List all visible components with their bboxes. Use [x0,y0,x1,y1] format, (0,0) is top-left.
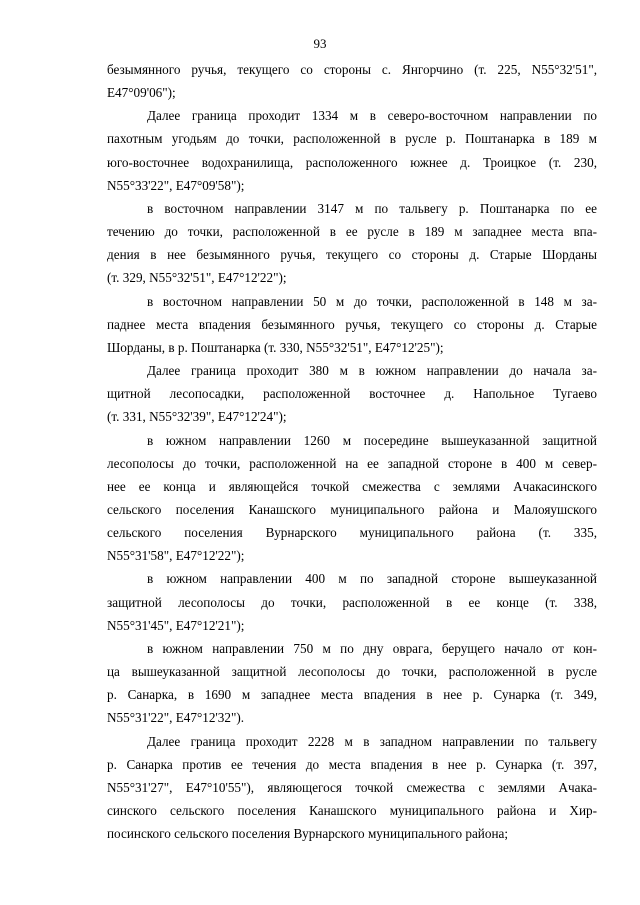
text-line: нее ее конца и являющейся точкой смежества с землями Ачакасинского [107,478,597,494]
text-line: сельского поселения Вурнарского муниципального района (т. 335, [107,525,597,541]
paragraph [107,429,597,568]
text-line: в восточном направлении 3147 м по тальвегу р. Поштанарка по ее [147,200,597,216]
text-line: паднее места впадения безымянного ручья, текущего со стороны д. Старые [107,316,597,332]
text-line: Далее граница проходит 1334 м в северо-восточном направлении по [147,108,597,124]
text-line: в восточном направлении 50 м до точки, расположенной в 148 м за- [147,293,597,309]
text-line: р. Санарка против ее течения до места впадения в нее р. Сунарка (т. 397, [107,756,597,772]
text-line: N55°31'58", E47°12'22"); [107,548,245,564]
text-line: в южном направлении 400 м по западной стороне вышеуказанной [147,571,597,587]
text-line: в южном направлении 1260 м посередине вышеуказанной защитной [147,432,597,448]
text-line: Далее граница проходит 2228 м в западном направлении по тальвегу [147,733,597,749]
text-line: посинского сельского поселения Вурнарского муниципального района; [107,826,509,842]
text-line: юго-восточнее водохранилища, расположенного южнее д. Троицкое (т. 230, [107,154,597,170]
paragraph [107,104,597,197]
text-line: щитной лесопосадки, расположенной восточнее д. Напольное Тугаево [107,386,597,402]
text-line: течению до точки, расположенной в ее русле в 189 м западнее места впа- [107,224,597,240]
text-line: безымянного ручья, текущего со стороны с. Янгорчино (т. 225, N55°32'51", [107,62,597,77]
text-line: Далее граница проходит 380 м в южном направлении до начала за- [147,363,597,379]
text-line: N55°33'22", E47°09'58"); [107,177,245,193]
paragraph [107,359,597,428]
text-line: защитной лесополосы до точки, расположенной в ее конце (т. 338, [107,594,597,610]
text-line: (т. 329, N55°32'51", E47°12'22"); [107,270,287,286]
paragraph [107,637,597,730]
text-line: р. Санарка, в 1690 м западнее места впадения в нее р. Сунарка (т. 349, [107,687,597,703]
text-line: N55°31'45", E47°12'21"); [107,617,245,633]
text-line: дения в нее безымянного ручья, текущего со стороны д. Старые Шорданы [107,247,597,263]
paragraph [107,197,597,290]
paragraph [107,290,597,359]
text-line: N55°31'22", E47°12'32"). [107,710,245,726]
text-line: пахотным угодьям до точки, расположенной в русле р. Поштанарка в 189 м [107,131,597,147]
paragraph [107,567,597,636]
paragraph [107,58,597,104]
page-number: 93 [313,36,327,51]
text-line: синского сельского поселения Канашского муниципального района и Хир- [107,803,597,818]
text-line: лесополосы до точки, расположенной на ее западной стороне в 400 м север- [107,455,597,471]
text-line: сельского поселения Канашского муниципального района и Малояушского [107,501,597,517]
paragraph [107,730,597,846]
text-line: E47°09'06"); [107,85,176,101]
text-line: в южном направлении 750 м по дну оврага, берущего начало от кон- [147,640,597,656]
text-line: ца вышеуказанной защитной лесополосы до точки, расположенной в русле [107,664,597,680]
text-line: N55°31'27", E47°10'55"), являющегося точкой смежества с землями Ачака- [107,779,597,795]
document-body [107,58,597,845]
text-line: (т. 331, N55°32'39", E47°12'24"); [107,409,287,425]
text-line: Шорданы, в р. Поштанарка (т. 330, N55°32'51", E47°12'25"); [107,339,444,355]
